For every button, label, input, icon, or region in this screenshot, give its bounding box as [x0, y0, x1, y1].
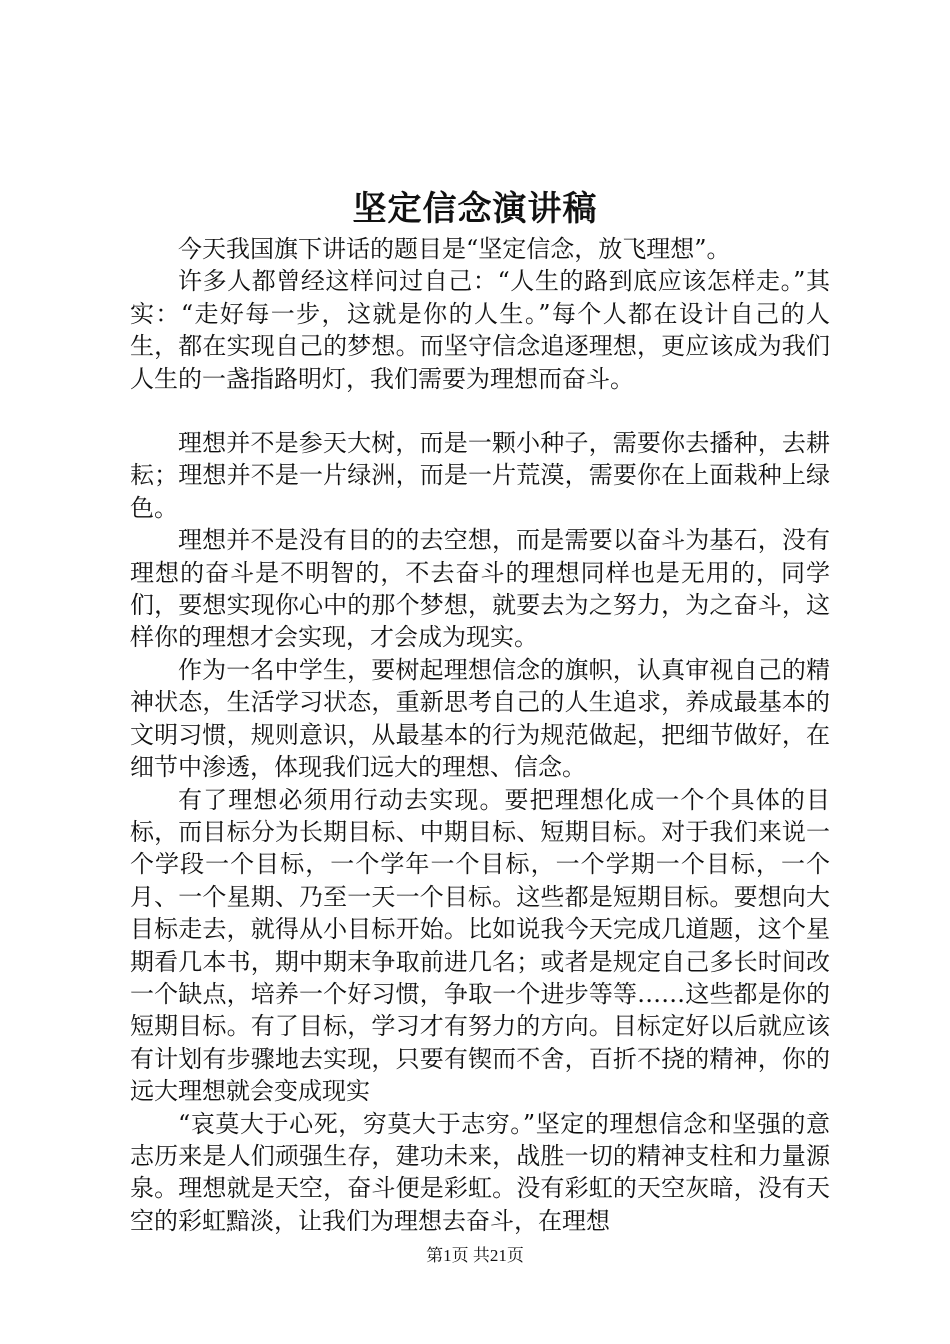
document-body	[130, 233, 830, 1237]
page-footer: 第1页 共21页	[426, 1246, 524, 1265]
paragraph: “哀莫大于心死，穷莫大于志穷。”坚定的理想信念和坚强的意志历来是人们顽强生存，建功未来，战胜一切的精神支柱和力量源泉。理想就是天空，奋斗便是彩虹。没有彩虹的天空灰暗，没有天空的彩虹黯淡，让我们为理想去奋斗，在理想	[130, 1109, 830, 1235]
paragraph: 作为一名中学生，要树起理想信念的旗帜，认真审视自己的精神状态，生活学习状态，重新思考自己的人生追求，养成最基本的文明习惯，规则意识，从最基本的行为规范做起，把细节做好，在细节中渗透，体现我们远大的理想、信念。	[130, 655, 830, 782]
paragraph: 理想并不是参天大树，而是一颗小种子，需要你去播种，去耕耘；理想并不是一片绿洲，而是一片荒漠，需要你在上面栽种上绿色。	[130, 429, 830, 522]
paragraph: 有了理想必须用行动去实现。要把理想化成一个个具体的目标，而目标分为长期目标、中期目标、短期目标。对于我们来说一个学段一个目标，一个学年一个目标，一个学期一个目标，一个月、一个星期、乃至一天一个目标。这些都是短期目标。要想向大目标走去，就得从小目标开始。比如说我今天完成几道题，这个星期看几本书，期中期末争取前进几名；或者是规定自己多长时间改一个缺点，培养一个好习惯，争取一个进步等等……这些都是你的短期目标。有了目标，学习才有努力的方向。目标定好以后就应该有计划有步骤地去实现，只要有锲而不舍，百折不挠的精神，你的远大理想就会变成现实	[130, 785, 830, 1106]
paragraph: 许多人都曾经这样问过自己：“人生的路到底应该怎样走。”其实：“走好每一步，这就是你的人生。”每个人都在设计自己的人生，都在实现自己的梦想。而坚守信念追逐理想，更应该成为我们人生的一盏指路明灯，我们需要为理想而奋斗。	[130, 267, 830, 393]
document-title: 坚定信念演讲稿	[352, 189, 598, 229]
paragraph: 今天我国旗下讲话的题目是“坚定信念，放飞理想”。	[178, 235, 731, 263]
paragraph: 理想并不是没有目的的去空想，而是需要以奋斗为基石，没有理想的奋斗是不明智的，不去奋斗的理想同样也是无用的，同学们，要想实现你心中的那个梦想，就要去为之努力，为之奋斗，这样你的理想才会实现，才会成为现实。	[130, 526, 830, 652]
